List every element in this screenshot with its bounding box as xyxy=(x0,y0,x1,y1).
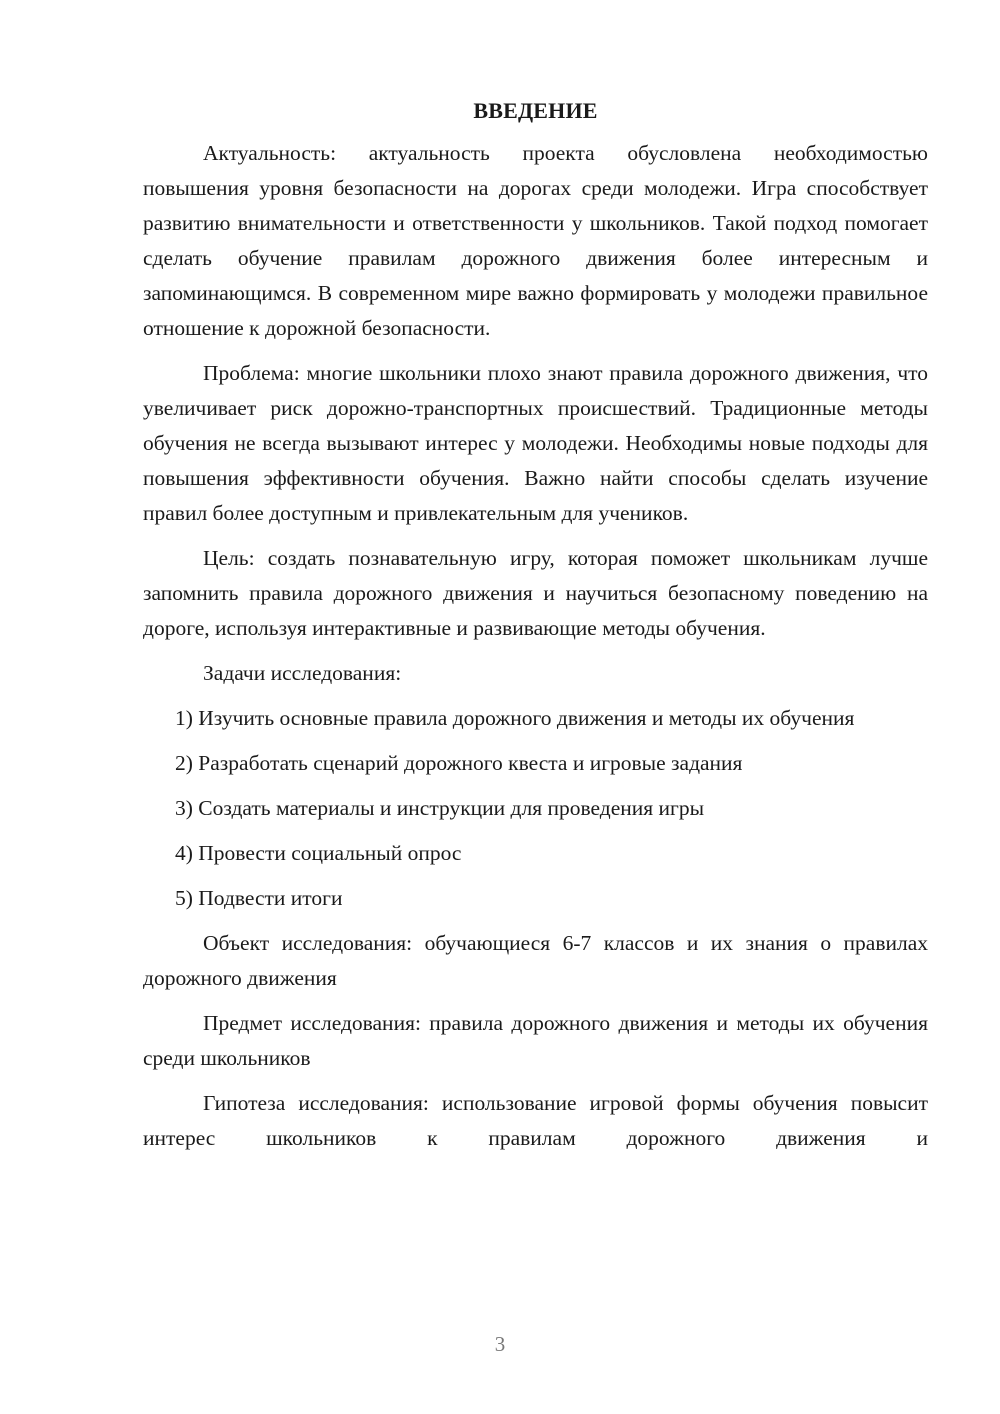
paragraph-spacing xyxy=(143,646,928,656)
paragraph-spacing xyxy=(143,916,928,926)
paragraph-spacing xyxy=(143,691,928,701)
task-item-3: 3) Создать материалы и инструкции для проведения игры xyxy=(175,796,705,820)
page-number: 3 xyxy=(494,1332,506,1356)
task-item-2: 2) Разработать сценарий дорожного квеста и игровые задания xyxy=(175,751,743,775)
goal-paragraph: Цель: создать познавательную игру, которая поможет школьникам лучше запомнить правила дорожного движения и научиться безопасному поведению на дороге, используя интерактивные и развивающие методы обучения. xyxy=(143,546,928,640)
page-content xyxy=(143,93,928,1156)
paragraph-spacing xyxy=(143,736,928,746)
problem-paragraph: Проблема: многие школьники плохо знают правила дорожного движения, что увеличивает риск дорожно-транспортных происшествий. Традиционные методы обучения не всегда вызывают интерес у молодежи. Необходимы новые подходы для повышения эффективности обучения. Важно найти способы сделать изучение правил более доступным и привлекательным для учеников. xyxy=(143,361,928,525)
paragraph-spacing xyxy=(143,781,928,791)
paragraph-spacing xyxy=(143,996,928,1006)
object-paragraph: Объект исследования: обучающиеся 6-7 классов и их знания о правилах дорожного движения xyxy=(143,931,928,990)
task-item-5: 5) Подвести итоги xyxy=(175,886,343,910)
title-spacing xyxy=(143,128,928,136)
paragraph-spacing xyxy=(143,826,928,836)
paragraph-spacing xyxy=(143,531,928,541)
paragraph-spacing xyxy=(143,1076,928,1086)
page-title: ВВЕДЕНИЕ xyxy=(473,98,598,123)
task-item-4: 4) Провести социальный опрос xyxy=(175,841,462,865)
subject-paragraph: Предмет исследования: правила дорожного движения и методы их обучения среди школьников xyxy=(143,1011,928,1070)
paragraph-spacing xyxy=(143,346,928,356)
paragraph-spacing xyxy=(143,871,928,881)
task-item-1: 1) Изучить основные правила дорожного движения и методы их обучения xyxy=(175,706,855,730)
hypothesis-paragraph: Гипотеза исследования: использование игровой формы обучения повысит интерес школьников к правилам дорожного движения и xyxy=(143,1091,928,1150)
tasks-heading: Задачи исследования: xyxy=(203,661,402,685)
relevance-paragraph: Актуальность: актуальность проекта обусловлена необходимостью повышения уровня безопасности на дорогах среди молодежи. Игра способствует развитию внимательности и ответственности у школьников. Такой подход помогает сделать обучение правилам дорожного движения более интересным и запоминающимся. В современном мире важно формировать у молодежи правильное отношение к дорожной безопасности. xyxy=(143,141,928,340)
